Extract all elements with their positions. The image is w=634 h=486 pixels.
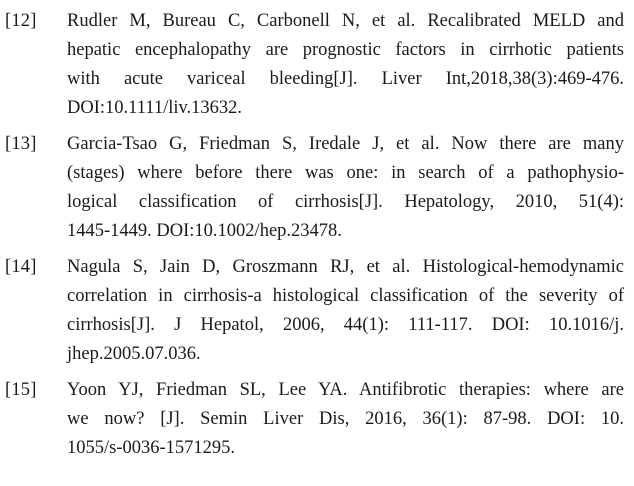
reference-list [0, 7, 634, 470]
reference-text-line: Nagula S, Jain D, Groszmann RJ, et al. Histological-hemodynamic [67, 257, 624, 277]
reference-text-line: Yoon YJ, Friedman SL, Lee YA. Antifibrotic therapies: where are [67, 380, 624, 400]
reference-entry [0, 253, 634, 369]
reference-text-line: with acute variceal bleeding[J]. Liver Int,2018,38(3):469-476. [67, 69, 624, 89]
reference-text-line: logical classification of cirrhosis[J]. Hepatology, 2010, 51(4): [67, 192, 624, 212]
reference-text-line: 1445-1449. DOI:10.1002/hep.23478. [67, 221, 342, 241]
reference-entry [0, 7, 634, 123]
reference-number: [13] [5, 134, 37, 154]
reference-text-line: Garcia-Tsao G, Friedman S, Iredale J, et al. Now there are many [67, 134, 624, 154]
reference-number: [15] [5, 380, 37, 400]
reference-text-line: cirrhosis[J]. J Hepatol, 2006, 44(1): 111-117. DOI: 10.1016/j. [67, 315, 624, 335]
reference-number: [14] [5, 257, 37, 277]
reference-entry [0, 376, 634, 463]
reference-text-line: we now? [J]. Semin Liver Dis, 2016, 36(1): 87-98. DOI: 10. [67, 409, 624, 429]
reference-text-line: DOI:10.1111/liv.13632. [67, 98, 243, 118]
reference-text-line: Rudler M, Bureau C, Carbonell N, et al. Recalibrated MELD and [67, 11, 624, 31]
reference-number: [12] [5, 11, 37, 31]
reference-text-line: 1055/s-0036-1571295. [67, 438, 236, 458]
reference-text-line: jhep.2005.07.036. [67, 344, 201, 364]
reference-text-line: correlation in cirrhosis-a histological classification of the severity of [67, 286, 624, 306]
reference-text-line: (stages) where before there was one: in search of a pathophysio- [67, 163, 624, 183]
reference-text-line: hepatic encephalopathy are prognostic factors in cirrhotic patients [67, 40, 624, 60]
reference-entry [0, 130, 634, 246]
